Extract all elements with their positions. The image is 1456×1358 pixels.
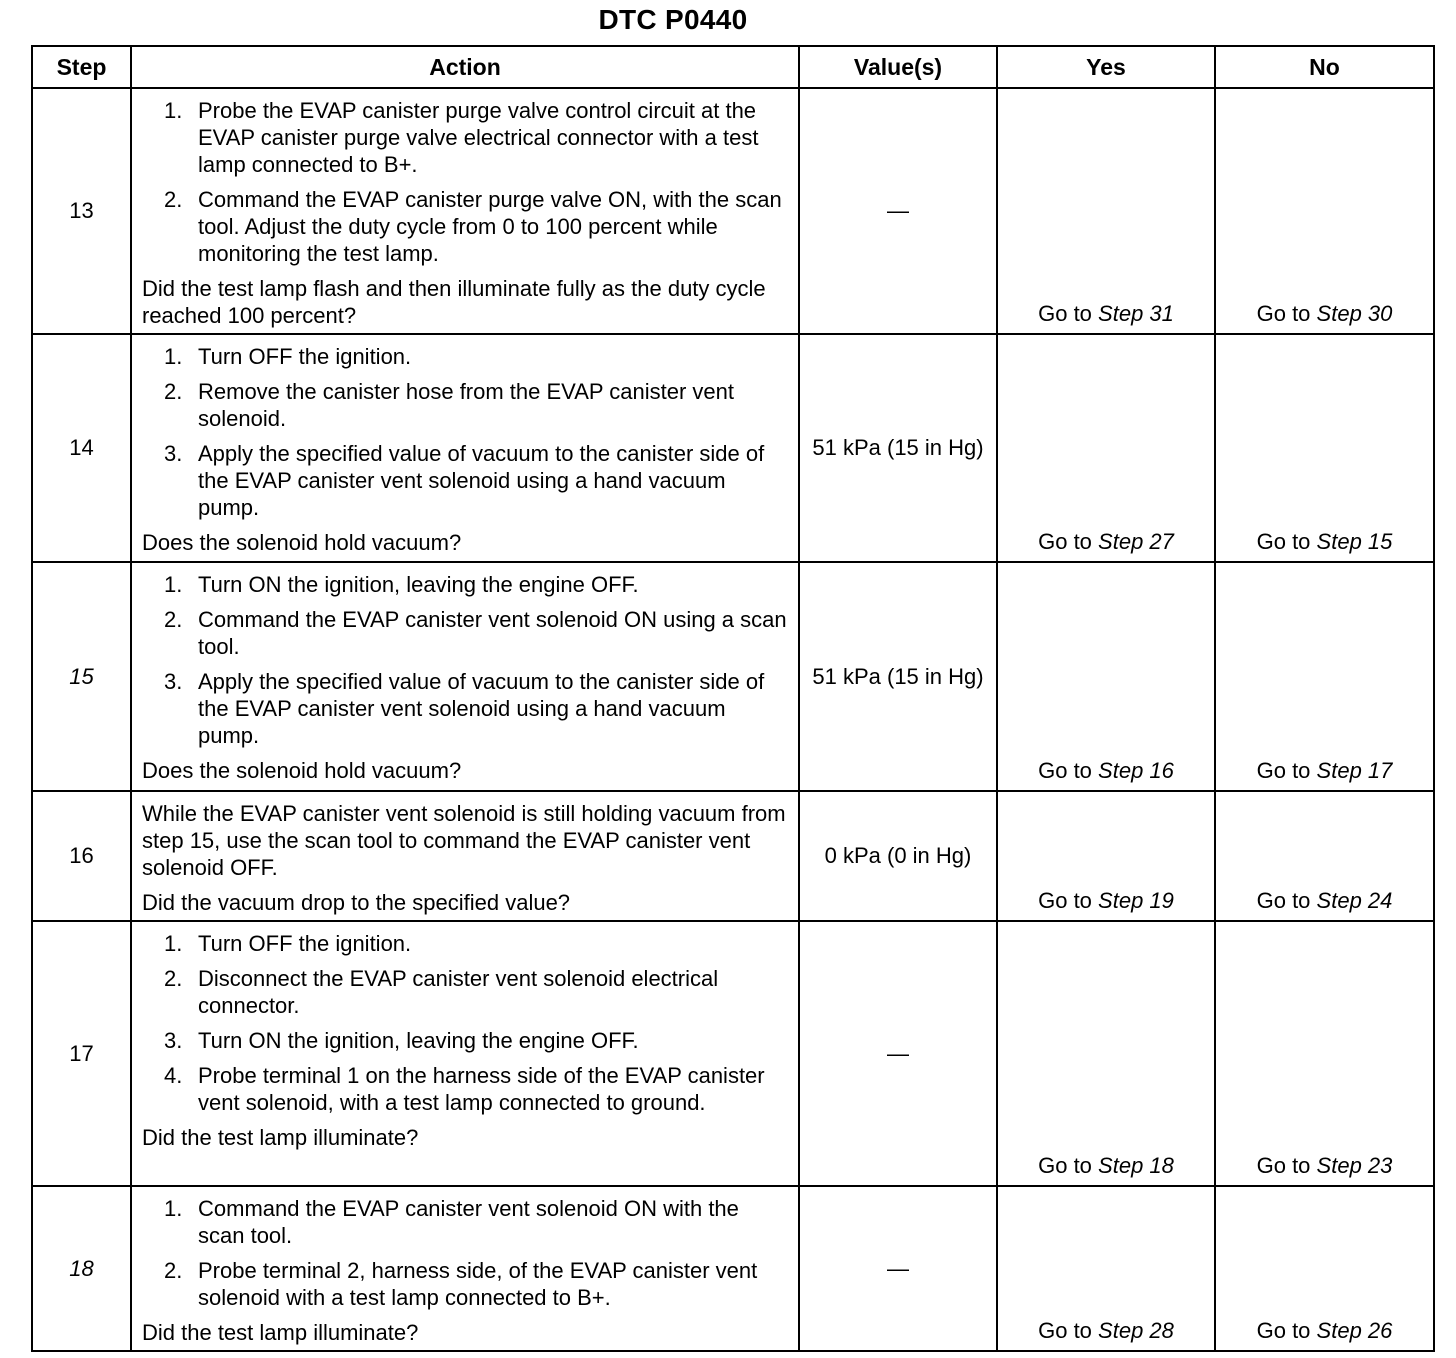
list-item: 3. Apply the specified value of vacuum to the canister side of the EVAP canister vent solenoid using a hand vacuum pump.: [164, 441, 765, 520]
value-cell: —: [799, 921, 997, 1186]
no-cell: [1215, 791, 1434, 921]
question: Does the solenoid hold vacuum?: [142, 530, 462, 555]
table-row: [32, 921, 1434, 1186]
header-yes: Yes: [997, 46, 1215, 88]
step-number: 18: [32, 1186, 131, 1351]
no-step: Step 15: [1316, 529, 1393, 554]
header-no: No: [1215, 46, 1434, 88]
table-row: [32, 1186, 1434, 1351]
action-text: Disconnect the EVAP canister vent solenoid electrical connector.: [198, 966, 719, 1018]
question: Did the test lamp flash and then illuminate fully as the duty cycle reached 100 percent?: [142, 276, 766, 328]
goto-label: Go to: [1038, 1153, 1092, 1178]
action-text: Turn OFF the ignition.: [198, 344, 412, 369]
table-row: [32, 334, 1434, 562]
table-row: [32, 562, 1434, 791]
question: Did the test lamp illuminate?: [142, 1125, 419, 1150]
goto-label: Go to: [1256, 301, 1311, 326]
no-step: Step 17: [1316, 758, 1393, 783]
list-item: 1. Turn OFF the ignition.: [164, 931, 412, 956]
no-step: Step 26: [1316, 1318, 1393, 1343]
header-step: Step: [32, 46, 131, 88]
list-item: 1. Turn OFF the ignition.: [164, 344, 412, 369]
goto-label: Go to: [1038, 529, 1092, 554]
step-number: 13: [32, 88, 131, 334]
list-item: 2. Remove the canister hose from the EVAP canister vent solenoid.: [164, 379, 735, 431]
header-action: Action: [131, 46, 799, 88]
goto-label: Go to: [1038, 301, 1092, 326]
action-text: Command the EVAP canister vent solenoid ON with the scan tool.: [198, 1196, 739, 1248]
action-cell: [131, 1186, 799, 1351]
list-item: 1. Probe the EVAP canister purge valve control circuit at the EVAP canister purge valve electrical connector with a test lamp connected to B+.: [164, 98, 759, 177]
action-text: Turn OFF the ignition.: [198, 931, 412, 956]
action-text: Turn ON the ignition, leaving the engine OFF.: [198, 1028, 639, 1053]
question: Did the test lamp illuminate?: [142, 1320, 419, 1345]
action-text: Remove the canister hose from the EVAP canister vent solenoid.: [198, 379, 735, 431]
value-cell: —: [799, 88, 997, 334]
list-item: 3. Apply the specified value of vacuum to the canister side of the EVAP canister vent solenoid using a hand vacuum pump.: [164, 669, 765, 748]
goto-label: Go to: [1256, 1318, 1311, 1343]
action-list: [142, 1195, 790, 1311]
no-cell: [1215, 921, 1434, 1186]
action-list: [142, 571, 790, 749]
action-text: Turn ON the ignition, leaving the engine OFF.: [198, 572, 639, 597]
list-item: 4. Probe terminal 1 on the harness side of the EVAP canister vent solenoid, with a test lamp connected to ground.: [164, 1063, 765, 1115]
no-step: Step 23: [1316, 1153, 1393, 1178]
no-step: Step 24: [1316, 888, 1393, 913]
table-row: [32, 88, 1434, 334]
yes-step: Step 16: [1098, 758, 1174, 783]
action-text: Probe terminal 1 on the harness side of the EVAP canister vent solenoid, with a test lamp connected to ground.: [198, 1063, 765, 1115]
action-cell: [131, 334, 799, 562]
action-text: Probe the EVAP canister purge valve control circuit at the EVAP canister purge valve electrical connector with a test lamp connected to B+.: [198, 98, 759, 177]
step-number: 15: [32, 562, 131, 791]
table-row: [32, 791, 1434, 921]
yes-cell: [997, 88, 1215, 334]
yes-cell: [997, 562, 1215, 791]
value-cell: 51 kPa (15 in Hg): [799, 562, 997, 791]
action-text: Command the EVAP canister purge valve ON, with the scan tool. Adjust the duty cycle from 0 to 100 percent while monitoring the test lamp.: [198, 187, 782, 266]
action-text: Probe terminal 2, harness side, of the EVAP canister vent solenoid with a test lamp connected to B+.: [198, 1258, 758, 1310]
list-item: 2. Command the EVAP canister purge valve ON, with the scan tool. Adjust the duty cycle from 0 to 100 percent while monitoring the test lamp.: [164, 187, 782, 266]
action-paragraph: While the EVAP canister vent solenoid is still holding vacuum from step 15, use the scan tool to command the EVAP canister vent solenoid OFF.: [142, 801, 786, 880]
yes-step: Step 27: [1098, 529, 1174, 554]
action-text: Apply the specified value of vacuum to the canister side of the EVAP canister vent solenoid using a hand vacuum pump.: [198, 669, 765, 748]
goto-label: Go to: [1256, 758, 1311, 783]
action-list: [142, 97, 790, 267]
goto-label: Go to: [1038, 1318, 1092, 1343]
question: Did the vacuum drop to the specified value?: [142, 890, 571, 915]
list-item: 2. Command the EVAP canister vent solenoid ON using a scan tool.: [164, 607, 787, 659]
action-cell: [131, 921, 799, 1186]
value-cell: 0 kPa (0 in Hg): [799, 791, 997, 921]
no-cell: [1215, 88, 1434, 334]
header-row: [32, 46, 1434, 88]
step-number: 14: [32, 334, 131, 562]
goto-label: Go to: [1256, 1153, 1311, 1178]
yes-step: Step 19: [1098, 888, 1174, 913]
list-item: 1. Turn ON the ignition, leaving the engine OFF.: [164, 572, 639, 597]
header-values: Value(s): [799, 46, 997, 88]
step-number: 17: [32, 921, 131, 1186]
goto-label: Go to: [1256, 888, 1311, 913]
page-title: DTC P0440: [598, 4, 748, 35]
goto-label: Go to: [1256, 529, 1311, 554]
no-cell: [1215, 562, 1434, 791]
list-item: 2. Disconnect the EVAP canister vent solenoid electrical connector.: [164, 966, 719, 1018]
list-item: 2. Probe terminal 2, harness side, of the EVAP canister vent solenoid with a test lamp connected to B+.: [164, 1258, 758, 1310]
value-cell: 51 kPa (15 in Hg): [799, 334, 997, 562]
action-cell: [131, 88, 799, 334]
yes-step: Step 31: [1098, 301, 1174, 326]
list-item: 1. Command the EVAP canister vent solenoid ON with the scan tool.: [164, 1196, 739, 1248]
yes-cell: [997, 791, 1215, 921]
list-item: 3. Turn ON the ignition, leaving the engine OFF.: [164, 1028, 639, 1053]
action-list: [142, 930, 790, 1116]
goto-label: Go to: [1038, 758, 1092, 783]
no-step: Step 30: [1316, 301, 1393, 326]
action-list: [142, 343, 790, 521]
dtc-table: [31, 45, 1435, 1352]
action-text: Command the EVAP canister vent solenoid ON using a scan tool.: [198, 607, 787, 659]
goto-label: Go to: [1038, 888, 1092, 913]
yes-cell: [997, 921, 1215, 1186]
step-number: 16: [32, 791, 131, 921]
question: Does the solenoid hold vacuum?: [142, 758, 462, 783]
yes-step: Step 18: [1098, 1153, 1174, 1178]
yes-cell: [997, 334, 1215, 562]
yes-cell: [997, 1186, 1215, 1351]
action-cell: [131, 791, 799, 921]
no-cell: [1215, 1186, 1434, 1351]
action-cell: [131, 562, 799, 791]
value-cell: —: [799, 1186, 997, 1351]
action-text: Apply the specified value of vacuum to the canister side of the EVAP canister vent solenoid using a hand vacuum pump.: [198, 441, 765, 520]
yes-step: Step 28: [1098, 1318, 1174, 1343]
no-cell: [1215, 334, 1434, 562]
